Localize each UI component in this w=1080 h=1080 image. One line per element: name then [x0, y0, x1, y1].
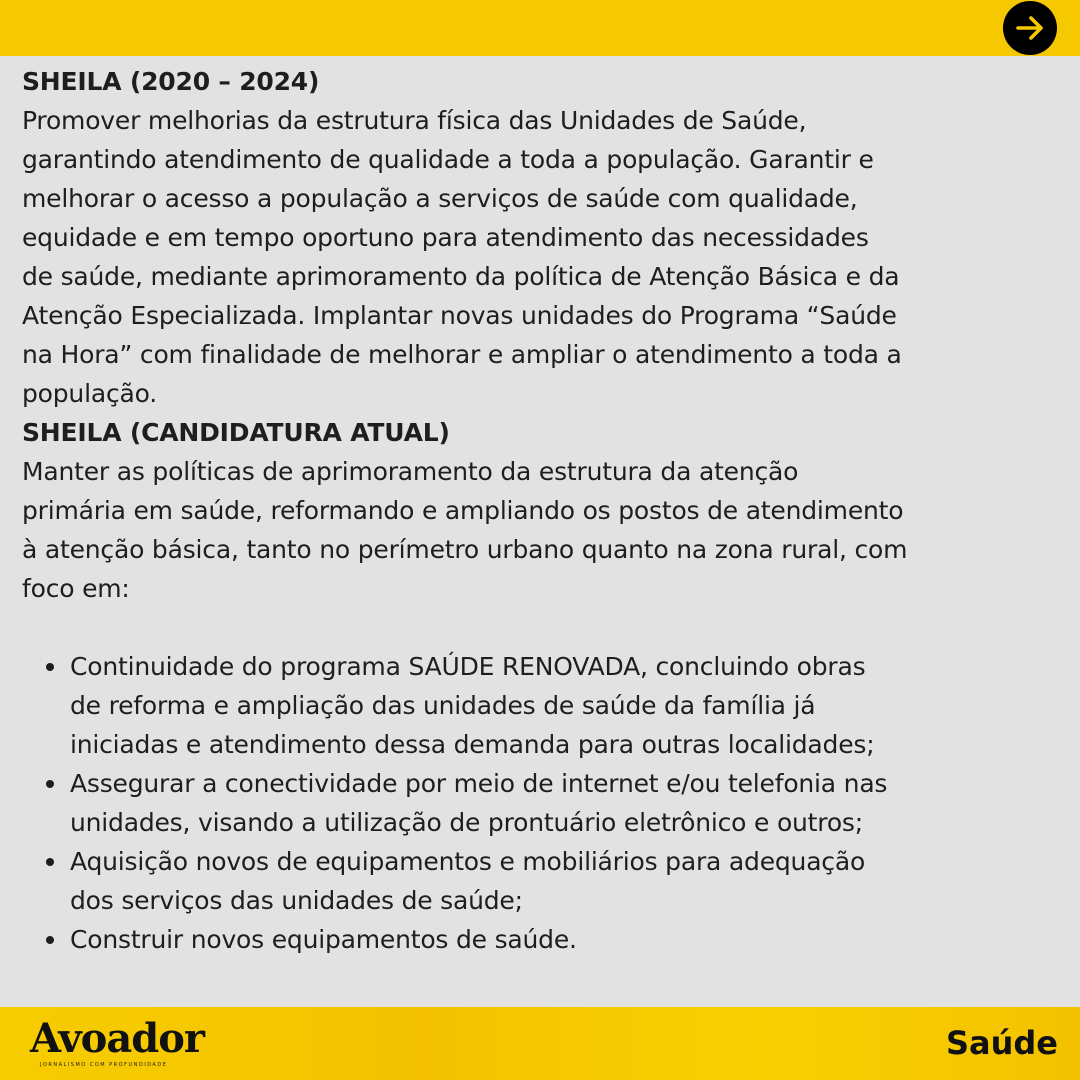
text-line: garantindo atendimento de qualidade a toda a população. Garantir e: [22, 145, 874, 174]
text-line: Promover melhorias da estrutura física das Unidades de Saúde,: [22, 106, 807, 135]
spacer: [22, 608, 1062, 647]
text-line: à atenção básica, tanto no perímetro urbano quanto na zona rural, com: [22, 535, 908, 564]
main-content: [22, 62, 1062, 959]
footer-band: [0, 1007, 1080, 1080]
text-line: iniciadas e atendimento dessa demanda para outras localidades;: [70, 730, 875, 759]
text-line: Construir novos equipamentos de saúde.: [70, 925, 577, 954]
logo-tagline: JORNALISMO COM PROFUNDIDADE: [40, 1062, 168, 1068]
text-line: Aquisição novos de equipamentos e mobiliários para adequação: [70, 847, 866, 876]
section-label: Saúde: [945, 1024, 1058, 1062]
text-line: Manter as políticas de aprimoramento da estrutura da atenção: [22, 457, 799, 486]
text-line: Continuidade do programa SAÚDE RENOVADA, concluindo obras: [70, 652, 866, 681]
list-item: [22, 647, 1062, 764]
top-accent-band: [0, 0, 1080, 56]
list-item: [22, 764, 1062, 842]
text-line: Atenção Especializada. Implantar novas unidades do Programa “Saúde: [22, 301, 897, 330]
text-line: na Hora” com finalidade de melhorar e ampliar o atendimento a toda a: [22, 340, 902, 369]
next-button[interactable]: [1003, 1, 1057, 55]
paragraph-candidatura-atual: [22, 452, 1062, 608]
heading-sheila-candidatura-atual: SHEILA (CANDIDATURA ATUAL): [22, 418, 450, 447]
text-line: primária em saúde, reformando e ampliando os postos de atendimento: [22, 496, 904, 525]
list-item: [22, 920, 1062, 959]
logo-wordmark: Avoador: [30, 1015, 204, 1062]
text-line: unidades, visando a utilização de prontuário eletrônico e outros;: [70, 808, 863, 837]
text-line: equidade e em tempo oportuno para atendimento das necessidades: [22, 223, 869, 252]
list-item: [22, 842, 1062, 920]
paragraph-2020-2024: [22, 101, 1062, 413]
text-line: de saúde, mediante aprimoramento da política de Atenção Básica e da: [22, 262, 900, 291]
text-line: de reforma e ampliação das unidades de saúde da família já: [70, 691, 816, 720]
heading-sheila-2020-2024: SHEILA (2020 – 2024): [22, 67, 320, 96]
bullet-list: [22, 647, 1062, 959]
arrow-right-icon: [1013, 11, 1047, 45]
text-line: Assegurar a conectividade por meio de internet e/ou telefonia nas: [70, 769, 888, 798]
text-line: melhorar o acesso a população a serviços de saúde com qualidade,: [22, 184, 858, 213]
text-line: população.: [22, 379, 158, 408]
text-line: foco em:: [22, 574, 130, 603]
text-line: dos serviços das unidades de saúde;: [70, 886, 523, 915]
avoador-logo: [30, 1017, 210, 1073]
